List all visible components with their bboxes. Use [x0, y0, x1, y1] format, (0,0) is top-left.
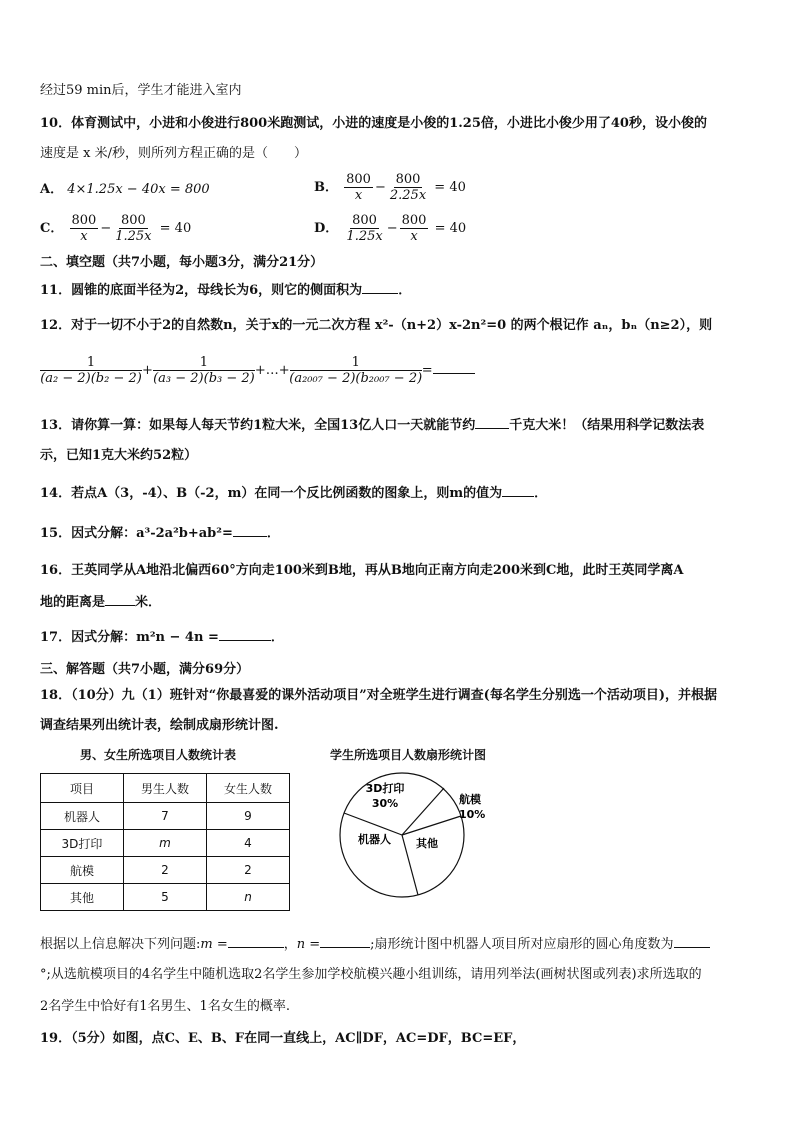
q11: 11．圆锥的底面半径为2，母线长为6，则它的侧面积为 ． [40, 283, 412, 298]
pie-label-robot: 机器人 [358, 833, 391, 846]
table-cell: 4 [207, 830, 290, 857]
option-b-label: B． [314, 180, 338, 195]
section3-heading: 三、解答题（共7小题，满分69分） [40, 662, 250, 677]
q18-question-line2: °;从选航模项目的4名学生中随机选取2名学生参加学校航模兴趣小组训练，请用列举法(画树状图或列表)求所选取的 [40, 967, 702, 982]
option-d-label: D． [314, 221, 339, 236]
option-c-label: C． [40, 221, 64, 236]
pie-label-3d-pct: 30% [371, 797, 399, 810]
table-cell: 其他 [41, 884, 124, 911]
q16-line1: 16．王英同学从A地沿北偏西60°方向走100米到B地，再从B地向正南方向走200米到C地，此时王英同学离A [40, 563, 684, 578]
equals-sign: = [421, 363, 433, 378]
table-title: 男、女生所选项目人数统计表 [80, 748, 237, 762]
answer-blank [502, 484, 534, 497]
option-c-rhs: = 40 [159, 221, 192, 236]
q13-line1: 13．请你算一算：如果每人每天节约1粒大米，全国13亿人口一天就能节约 千克大米！（结果用科学记数法表 [40, 418, 705, 433]
table-header-row [41, 774, 290, 803]
answer-blank-n [320, 935, 370, 948]
q12-sum [40, 355, 475, 386]
q12-fraction-1: $\frac{1}{\text{(a₂ − 2)(b₂ − 2)}}$ [40, 355, 142, 386]
q12-line1: 12．对于一切不小于2的自然数n，关于x的一元二次方程 x²-（n+2）x-2n²=0 的两个根记作 aₙ，bₙ（n≥2），则 [40, 318, 713, 333]
answer-blank [219, 628, 271, 641]
table-row [41, 830, 290, 857]
q18-question-line3: 2名学生中恰好有1名男生、1名女生的概率. [40, 999, 290, 1014]
q18-line1: 18．（10分）九（1）班针对“你最喜爱的课外活动项目”对全班学生进行调查(每名学生分别选一个活动项目)，并根据 [40, 688, 717, 703]
table-cell: 航模 [41, 857, 124, 884]
option-d-rhs: = 40 [434, 221, 467, 236]
minus-sign: − [374, 180, 386, 195]
q18-question-line1: 根据以上信息解决下列问题:m = ，n = ;扇形统计图中机器人项目所对应扇形的圆心角度数为 [40, 935, 710, 954]
answer-blank [233, 524, 267, 537]
table-header-cell: 女生人数 [207, 774, 290, 803]
pie-label-other: 其他 [416, 837, 438, 850]
intro-line: 经过59 min后，学生才能进入室内 [40, 83, 242, 98]
table-row [41, 803, 290, 830]
table-header-cell: 项目 [41, 774, 124, 803]
option-c-fraction-2: $\frac{800}{1.25x}$ [115, 213, 152, 244]
q17: 17．因式分解：m²n − 4n = ． [40, 630, 284, 645]
q19: 19．（5分）如图，点C、E、B、F在同一直线上，AC∥DF，AC=DF，BC=EF， [40, 1031, 526, 1046]
pie-label-hangmo-pct: 10% [459, 808, 486, 821]
answer-blank-m [228, 935, 284, 948]
plus-sign: + [142, 363, 153, 378]
option-a-expr: 4×1.25x − 40x = 800 [67, 182, 210, 197]
answer-blank [105, 593, 135, 606]
q10-line2: 速度是 x 米/秒，则所列方程正确的是（ ） [40, 146, 307, 161]
table-cell: 机器人 [41, 803, 124, 830]
q10-option-a [40, 181, 210, 199]
q16-line2: 地的距离是 米． [40, 595, 162, 610]
table-cell: m [124, 830, 207, 857]
table-cell: 5 [124, 884, 207, 911]
q18-line2: 调查结果列出统计表，绘制成扇形统计图. [40, 718, 279, 733]
option-c-fraction-1: $\frac{800}{x}$ [71, 213, 97, 244]
q15: 15．因式分解：a³-2a²b+ab²= ． [40, 526, 280, 541]
option-d-fraction-2: $\frac{800}{x}$ [401, 213, 427, 244]
table-cell: 2 [124, 857, 207, 884]
ellipsis-sign: +…+ [254, 363, 290, 378]
table-cell: n [207, 884, 290, 911]
pie-label-3d: 3D打印 [365, 782, 405, 795]
answer-blank [475, 416, 509, 429]
q12-fraction-2: $\frac{1}{\text{(a₃ − 2)(b₃ − 2)}}$ [153, 355, 255, 386]
table-cell: 3D打印 [41, 830, 124, 857]
minus-sign: − [100, 221, 112, 236]
pie-label-hangmo: 航模 [459, 793, 481, 806]
q13-line2: 示，已知1克大米约52粒） [40, 448, 198, 463]
q10-option-d [314, 213, 466, 244]
section2-heading: 二、填空题（共7小题，每小题3分，满分21分） [40, 255, 324, 270]
table-row [41, 884, 290, 911]
pie-title: 学生所选项目人数扇形统计图 [330, 748, 487, 762]
pie-chart [330, 765, 510, 915]
option-d-fraction-1: $\frac{800}{1.25x}$ [346, 213, 383, 244]
table-header-cell: 男生人数 [124, 774, 207, 803]
q10-option-b [314, 172, 466, 203]
option-b-fraction-2: $\frac{800}{2.25x}$ [389, 172, 427, 203]
answer-blank [362, 281, 398, 294]
option-b-fraction-1: $\frac{800}{x}$ [346, 172, 371, 203]
q12-fraction-3: $\frac{1}{\text{(a₂₀₀₇ − 2)(b₂₀₀₇ − 2)}}$ [289, 355, 423, 386]
minus-sign: − [386, 221, 398, 236]
table-row [41, 857, 290, 884]
stats-table [40, 773, 290, 911]
q10-option-c [40, 213, 191, 244]
table-cell: 9 [207, 803, 290, 830]
option-b-rhs: = 40 [434, 180, 466, 195]
option-a-label: A． [40, 182, 64, 197]
q14: 14．若点A（3，-4）、B（-2，m）在同一个反比例函数的图象上，则m的值为 ． [40, 486, 548, 501]
answer-blank [433, 361, 475, 374]
answer-blank-angle [674, 935, 710, 948]
q10-line1: 10．体育测试中，小进和小俊进行800米跑测试，小进的速度是小俊的1.25倍，小进比小俊少用了40秒，设小俊的 [40, 116, 707, 131]
table-cell: 7 [124, 803, 207, 830]
table-cell: 2 [207, 857, 290, 884]
